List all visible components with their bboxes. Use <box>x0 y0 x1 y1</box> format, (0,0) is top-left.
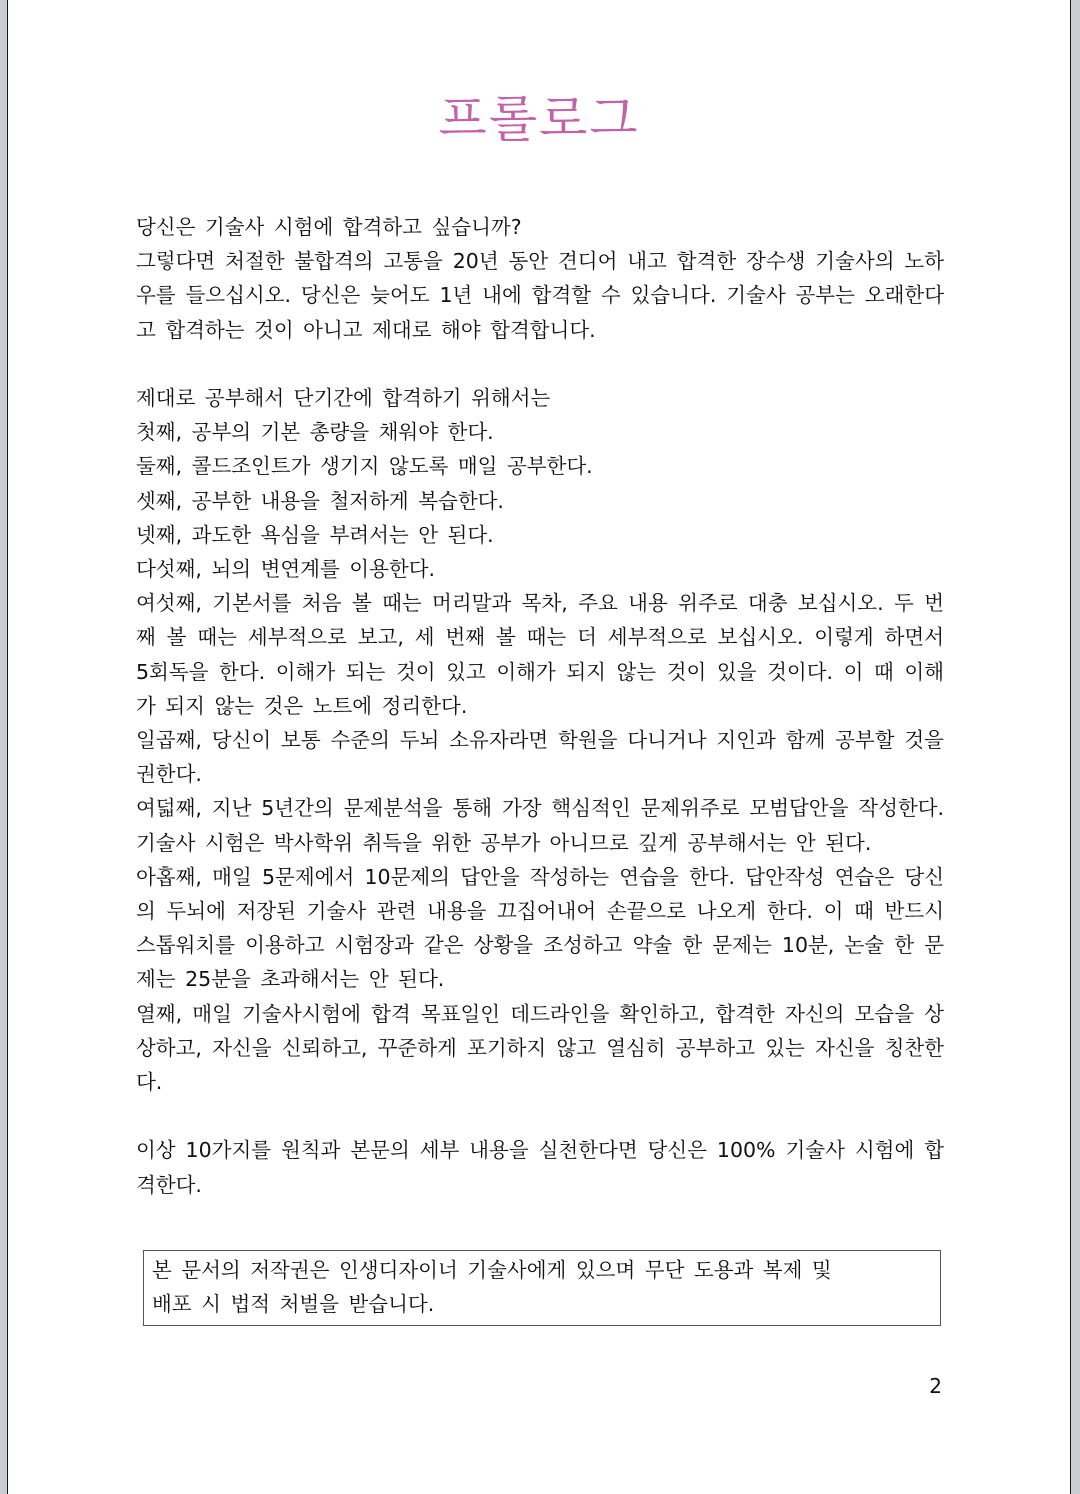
page-number: 2 <box>929 1374 942 1398</box>
paragraph-spacer <box>136 347 944 381</box>
intro-paragraph: 그렇다면 처절한 불합격의 고통을 20년 동안 견디어 내고 합격한 장수생 기술사의 노하우를 들으십시오. 당신은 늦어도 1년 내에 합격할 수 있습니다. 기술사 공부는 오래한다고 합격하는 것이 아니고 제대로 해야 합격합니다. <box>136 249 944 342</box>
copyright-line-2: 배포 시 법적 처벌을 받습니다. <box>152 1292 435 1316</box>
principle-7: 일곱째, 당신이 보통 수준의 두뇌 소유자라면 학원을 다니거나 지인과 함께 공부할 것을 권한다. <box>136 728 944 787</box>
principle-3: 셋째, 공부한 내용을 철저하게 복습한다. <box>136 488 504 513</box>
copyright-line-1: 본 문서의 저작권은 인생디자이너 기술사에게 있으며 무단 도용과 복제 및 <box>152 1258 832 1282</box>
paragraph-spacer <box>136 1099 944 1133</box>
principle-8: 여덟째, 지난 5년간의 문제분석을 통해 가장 핵심적인 문제위주로 모범답안을 작성한다. 기술사 시험은 박사학위 취득을 위한 공부가 아니므로 깊게 공부해서는 안 된다. <box>136 796 944 855</box>
principle-2: 둘째, 콜드조인트가 생기지 않도록 매일 공부한다. <box>136 454 593 479</box>
conclusion: 이상 10가지를 원칙과 본문의 세부 내용을 실천한다면 당신은 100% 기술사 시험에 합격한다. <box>136 1138 944 1197</box>
principle-6: 여섯째, 기본서를 처음 볼 때는 머리말과 목차, 주요 내용 위주로 대충 보십시오. 두 번째 볼 때는 세부적으로 보고, 세 번째 볼 때는 더 세부적으로 보십시오. 이렇게 하면서 5회독을 한다. 이해가 되는 것이 있고 이해가 되지 않는 것이 있을 것이다. 이 때 이해가 되지 않는 것은 노트에 정리한다. <box>136 591 944 718</box>
principle-9: 아홉째, 매일 5문제에서 10문제의 답안을 작성하는 연습을 한다. 답안작성 연습은 당신의 두뇌에 저장된 기술사 관련 내용을 끄집어내어 손끝으로 나오게 한다. 이 때 반드시 스톱워치를 이용하고 시험장과 같은 상황을 조성하고 약술 한 문제는 10분, 논술 한 문제는 25분을 초과해서는 안 된다. <box>136 864 944 992</box>
copyright-notice-box <box>143 1250 941 1326</box>
principle-5: 다섯째, 뇌의 변연계를 이용한다. <box>136 557 436 582</box>
body-text <box>136 210 944 1202</box>
principle-10: 열째, 매일 기술사시험에 합격 목표일인 데드라인을 확인하고, 합격한 자신의 모습을 상상하고, 자신을 신뢰하고, 꾸준하게 포기하지 않고 열심히 공부하고 있는 자신을 칭찬한다. <box>136 1001 944 1095</box>
intro-question: 당신은 기술사 시험에 합격하고 싶습니까? <box>136 215 522 239</box>
principle-1: 첫째, 공부의 기본 총량을 채워야 한다. <box>136 420 494 445</box>
page-title: 프롤로그 <box>438 90 640 148</box>
document-page <box>7 0 1071 1494</box>
principle-4: 넷째, 과도한 욕심을 부려서는 안 된다. <box>136 522 494 547</box>
principles-intro: 제대로 공부해서 단기간에 합격하기 위해서는 <box>136 386 551 410</box>
